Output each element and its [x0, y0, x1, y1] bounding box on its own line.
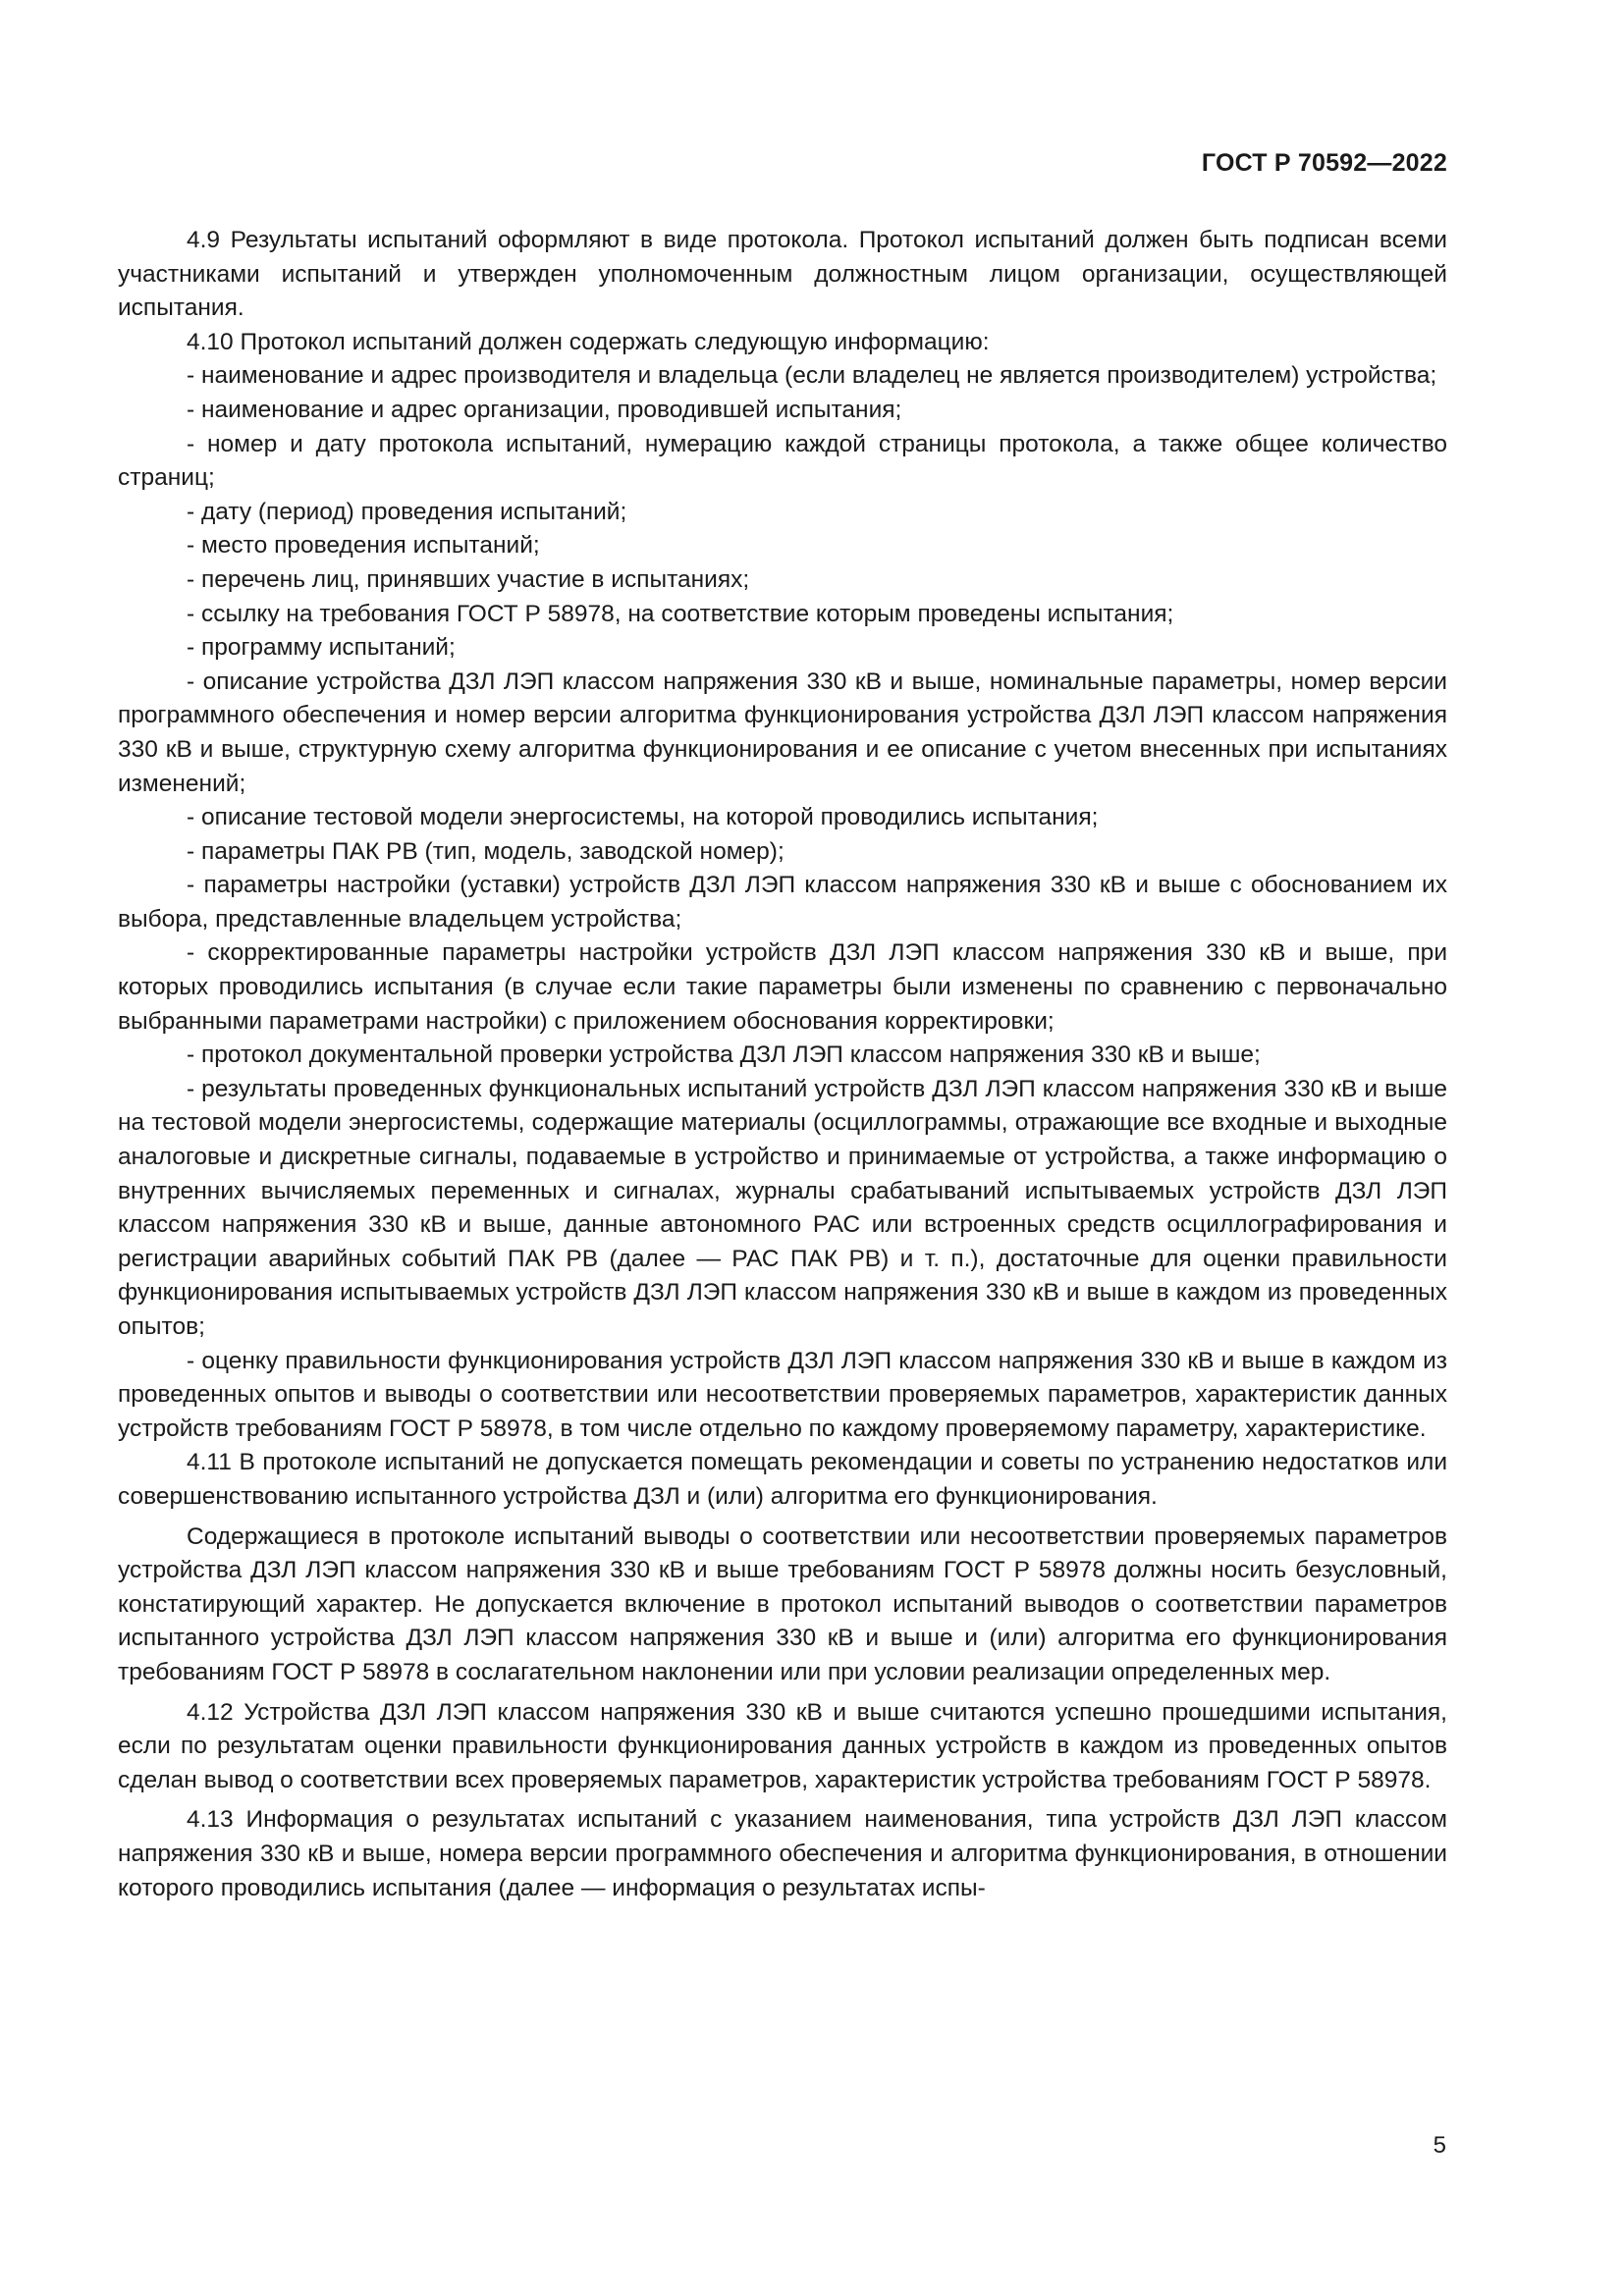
paragraph-4-9: 4.9 Результаты испытаний оформляют в виде протокола. Протокол испытаний должен быть подписан всеми участниками испытаний и утвержден уполномоченным должностным лицом организации, осуществляющей испытания. — [118, 227, 1447, 322]
list-item: - перечень лиц, принявших участие в испытаниях; — [187, 565, 750, 593]
paragraph-4-10: 4.10 Протокол испытаний должен содержать следующую информацию: — [187, 328, 990, 355]
list-item: - описание устройства ДЗЛ ЛЭП классом напряжения 330 кВ и выше, номинальные параметры, номер версии программного обеспечения и номер версии алгоритма функционирования устройства ДЗЛ ЛЭП классом напряжения 330 кВ и выше, структурную схему алгоритма функционирования и ее описание с учетом внесенных при испытаниях изменений; — [118, 667, 1447, 797]
list-item: - место проведения испытаний; — [187, 532, 540, 560]
list-item: - номер и дату протокола испытаний, нумерацию каждой страницы протокола, а также общее количество страниц; — [118, 430, 1447, 492]
page-number: 5 — [1433, 2132, 1446, 2159]
list-item: - описание тестовой модели энергосистемы, на которой проводились испытания; — [187, 804, 1099, 831]
list-item: - параметры настройки (уставки) устройств ДЗЛ ЛЭП классом напряжения 330 кВ и выше с обоснованием их выбора, представленные владельцем устройства; — [118, 872, 1447, 933]
list-item: - протокол документальной проверки устройства ДЗЛ ЛЭП классом напряжения 330 кВ и выше; — [187, 1041, 1261, 1069]
paragraph-4-11-conclusions: Содержащиеся в протоколе испытаний выводы о соответствии или несоответствии проверяемых параметров устройства ДЗЛ ЛЭП классом напряжения 330 кВ и выше требованиям ГОСТ Р 58978 должны носить безусловный, констатирующий характер. Не допускается включение в протокол испытаний выводов о соответствии параметров испытанного устройства ДЗЛ ЛЭП классом напряжения 330 кВ и выше и (или) алгоритма его функционирования требованиям ГОСТ Р 58978 в сослагательном наклонении или при условии реализации определенных мер. — [118, 1522, 1447, 1685]
list-item: - ссылку на требования ГОСТ Р 58978, на соответствие которым проведены испытания; — [187, 600, 1174, 627]
list-item: - программу испытаний; — [187, 634, 456, 662]
paragraph-4-11: 4.11 В протоколе испытаний не допускается помещать рекомендации и советы по устранению недостатков или совершенствованию испытанного устройства ДЗЛ и (или) алгоритма его функционирования. — [118, 1449, 1447, 1510]
paragraph-4-12: 4.12 Устройства ДЗЛ ЛЭП классом напряжения 330 кВ и выше считаются успешно прошедшими испытания, если по результатам оценки правильности функционирования данных устройств в каждом из проведенных опытов сделан вывод о соответствии всех проверяемых параметров, характеристик устройства требованиям ГОСТ Р 58978. — [118, 1698, 1447, 1793]
list-item: - наименование и адрес производителя и владельца (если владелец не является производителем) устройства; — [187, 362, 1437, 390]
list-item: - параметры ПАК РВ (тип, модель, заводской номер); — [187, 837, 785, 865]
list-item: - скорректированные параметры настройки устройств ДЗЛ ЛЭП классом напряжения 330 кВ и выше, при которых проводились испытания (в случае если такие параметры были изменены по сравнению с первоначально выбранными параметрами настройки) с приложением обоснования корректировки; — [118, 939, 1447, 1035]
list-item: - дату (период) проведения испытаний; — [187, 498, 627, 525]
page-body — [118, 224, 1447, 1905]
list-item: - наименование и адрес организации, проводившей испытания; — [187, 396, 902, 423]
list-item: - результаты проведенных функциональных испытаний устройств ДЗЛ ЛЭП классом напряжения 330 кВ и выше на тестовой модели энергосистемы, содержащие материалы (осциллограммы, отражающие все входные и выходные аналоговые и дискретные сигналы, подаваемые в устройство и принимаемые от устройства, а также информацию о внутренних вычисляемых переменных и сигналах, журналы срабатываний испытываемых устройств ДЗЛ ЛЭП классом напряжения 330 кВ и выше, данные автономного РАС или встроенных средств осциллографирования и регистрации аварийных событий ПАК РВ (далее — РАС ПАК РВ) и т. п.), достаточные для оценки правильности функционирования испытываемых устройств ДЗЛ ЛЭП классом напряжения 330 кВ и выше в каждом из проведенных опытов; — [118, 1075, 1447, 1340]
paragraph-4-13: 4.13 Информация о результатах испытаний с указанием наименования, типа устройств ДЗЛ ЛЭП классом напряжения 330 кВ и выше, номера версии программного обеспечения и алгоритма функционирования, в отношении которого проводились испытания (далее — информация о результатах испы- — [118, 1806, 1447, 1901]
document-code: ГОСТ Р 70592—2022 — [1201, 149, 1447, 177]
list-item: - оценку правильности функционирования устройств ДЗЛ ЛЭП классом напряжения 330 кВ и выше в каждом из проведенных опытов и выводы о соответствии или несоответствии проверяемых параметров, характеристик данных устройств требованиям ГОСТ Р 58978, в том числе отдельно по каждому проверяемому параметру, характеристике. — [118, 1347, 1447, 1442]
